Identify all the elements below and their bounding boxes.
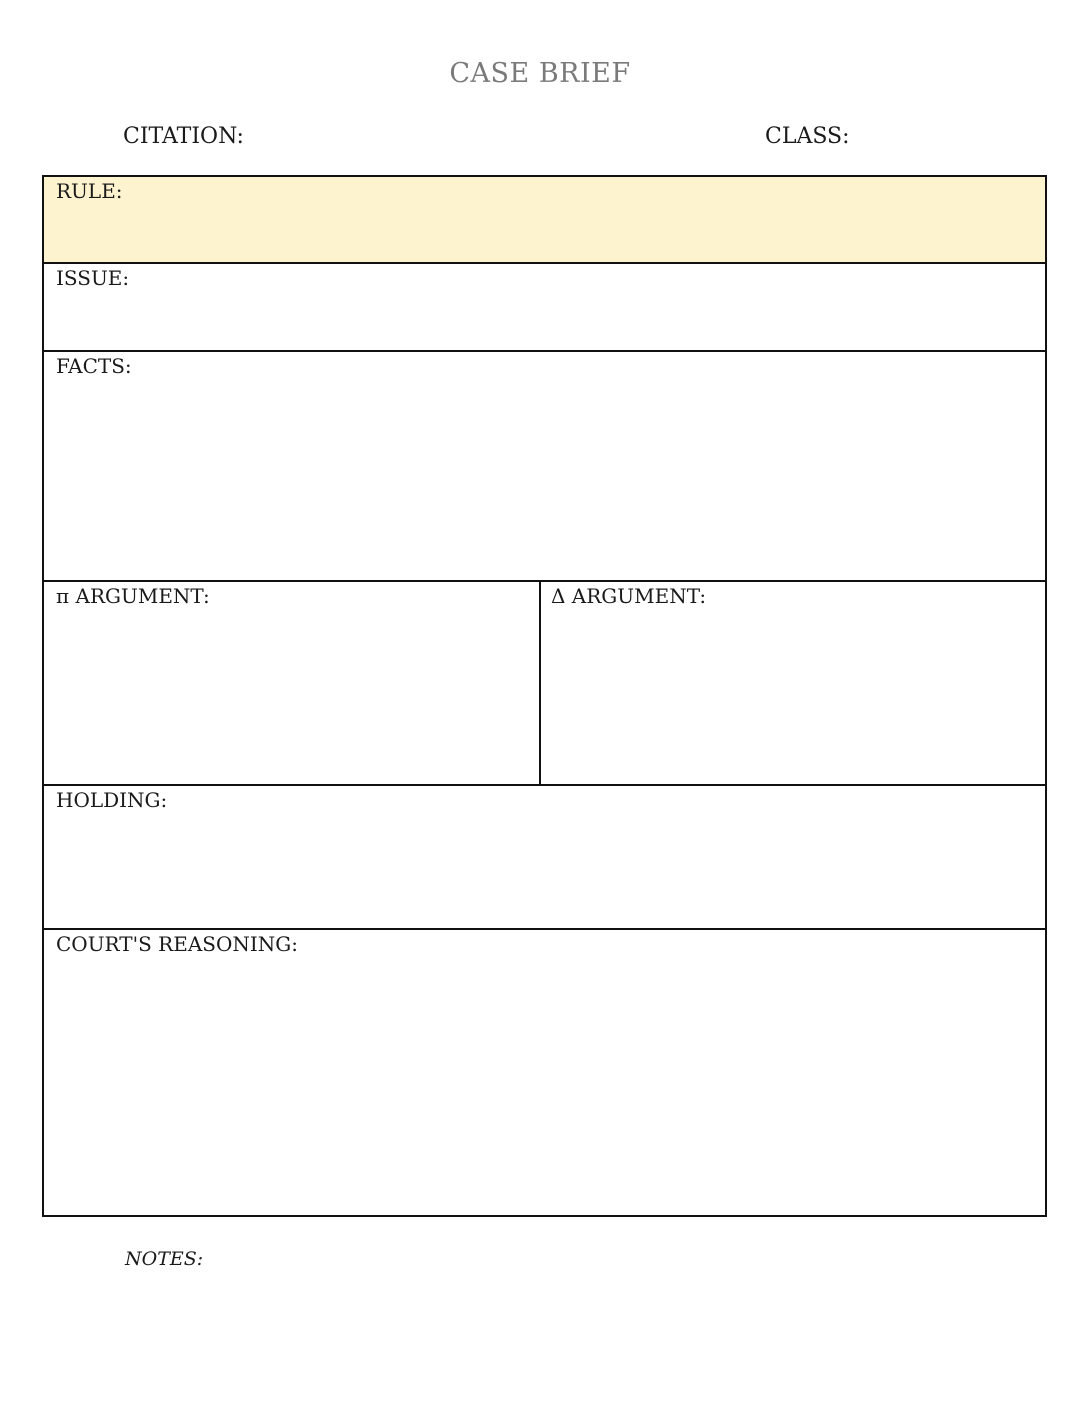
notes-label: NOTES: [125, 1248, 204, 1270]
court-reasoning-field[interactable] [44, 930, 1045, 1215]
rule-label: RULE: [56, 179, 123, 203]
facts-field[interactable] [44, 352, 1045, 582]
issue-label: ISSUE: [56, 266, 130, 290]
rule-field[interactable] [44, 177, 1045, 264]
court-reasoning-label: COURT'S REASONING: [56, 932, 298, 956]
holding-field[interactable] [44, 786, 1045, 930]
facts-label: FACTS: [56, 354, 132, 378]
case-brief-table [42, 175, 1047, 1217]
arguments-row [44, 582, 1045, 786]
page-title: CASE BRIEF [449, 58, 631, 89]
defendant-argument-field[interactable] [541, 582, 1045, 784]
plaintiff-argument-field[interactable] [44, 582, 541, 784]
defendant-argument-label: Δ ARGUMENT: [551, 584, 707, 608]
plaintiff-argument-label: π ARGUMENT: [56, 584, 210, 608]
class-label: CLASS: [765, 124, 850, 149]
citation-label: CITATION: [123, 124, 244, 149]
holding-label: HOLDING: [56, 788, 168, 812]
issue-field[interactable] [44, 264, 1045, 352]
